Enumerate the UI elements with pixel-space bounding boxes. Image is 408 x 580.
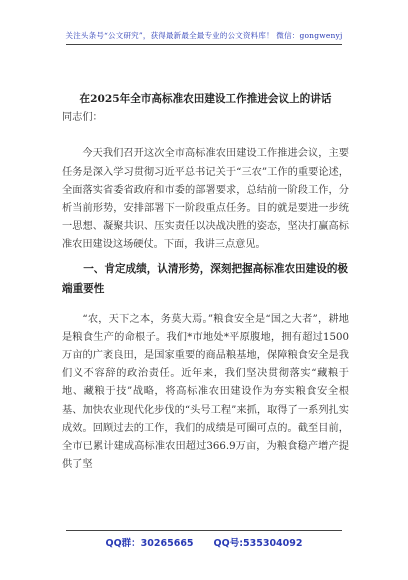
- header-divider: [66, 44, 342, 45]
- paragraph-section-1: “农，天下之本，务莫大焉。”粮食安全是“国之大者”，耕地是粮食生产的命根子。我们*市地处*平原腹地，拥有超过1500万亩的广袤良田，是国家重要的商品粮基地，保障粮食安全是我们义不容辞的政治责任。近年来，我们坚决贯彻落实“藏粮于地、藏粮于技”战略，将高标准农田建设作为夯实粮食安全根基、加快农业现代化步伐的“头号工程”来抓，取得了一系列扎实成效。回顾过去的工作，我们的成绩是可圈可点的。截至目前，全市已累计建成高标准农田超过366.9万亩，为粮食稳产增产提供了坚: [62, 313, 349, 471]
- footer-qq-number: QQ号:535304092: [213, 538, 303, 549]
- document-title: 在2025年全市高标准农田建设工作推进会议上的讲话: [79, 93, 332, 105]
- section-heading-1: 一、肯定成绩，认清形势，深刻把握高标准农田建设的极端重要性: [62, 262, 349, 295]
- header-note: 关注头条号“公文研究”，获得最新最全最专业的公文资料库！ 微信：gongwenyj: [65, 31, 343, 40]
- document-body: [62, 90, 349, 474]
- footer-qq-group: QQ群：30265665: [105, 538, 194, 549]
- footer-contact: [0, 535, 408, 549]
- paragraph-intro: 今天我们召开这次全市高标准农田建设工作推进会议，主要任务是深入学习贯彻习近平总书记关于“三农”工作的重要论述，全面落实省委省政府和市委的部署要求，总结前一阶段工作，分析当前形势，安排部署下一阶段重点任务。目的就是要进一步统一思想、凝聚共识、压实责任以决战决胜的姿态，坚决打赢高标准农田建设这场硬仗。下面，我讲三点意见。: [62, 148, 349, 251]
- salutation: 同志们：: [62, 112, 103, 124]
- footer-divider: [66, 530, 342, 531]
